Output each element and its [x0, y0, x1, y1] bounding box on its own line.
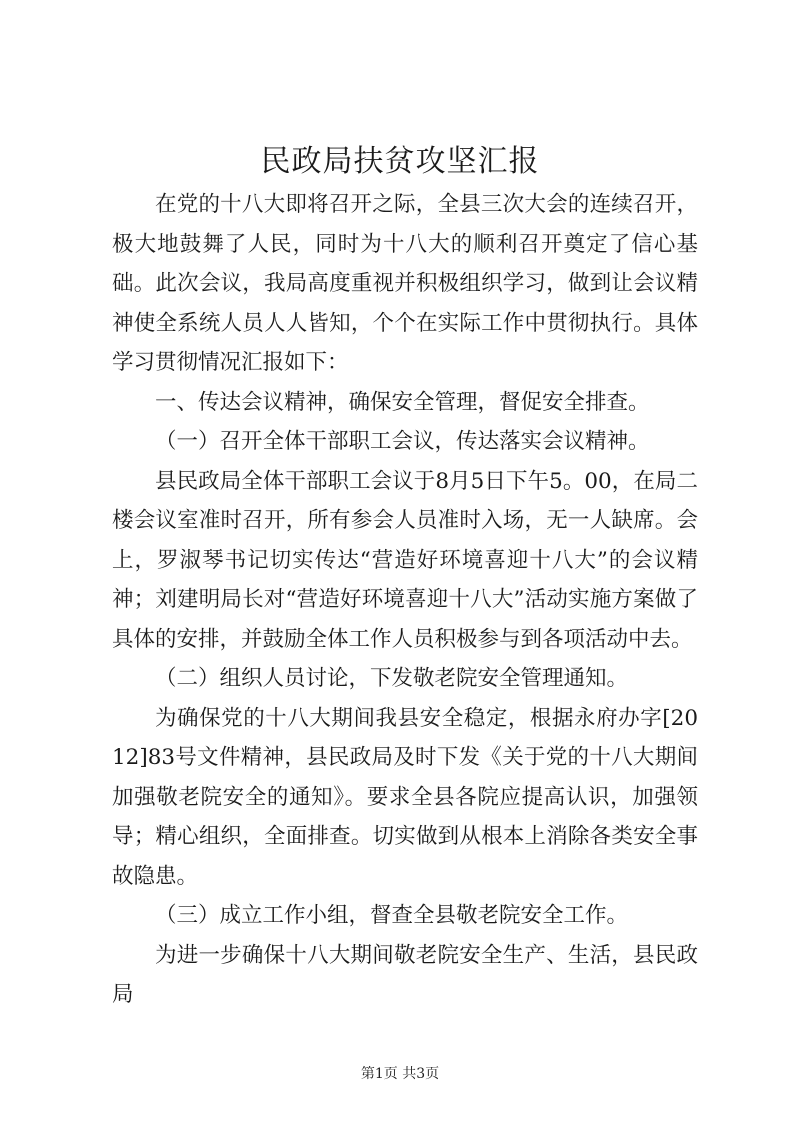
page-footer: 第1页 共3页	[360, 1066, 440, 1082]
document-body	[112, 185, 698, 1015]
paragraph-notice: 为确保党的十八大期间我县安全稳定，根据永府办字[2012]83号文件精神，县民政局及时下发《关于党的十八大期间加强敬老院安全的通知》。要求全县各院应提高认识，加强领导；精心组织，全面排查。切实做到从根本上消除各类安全事故隐患。	[112, 705, 698, 889]
heading-subsection-2: （二）组织人员讨论，下发敬老院安全管理通知。	[155, 666, 629, 691]
paragraph-working-group: 为进一步确保十八大期间敬老院安全生产、生活，县民政局	[112, 942, 698, 1007]
heading-section-1: 一、传达会议精神，确保安全管理，督促安全排查。	[155, 389, 650, 415]
paragraph-meeting: 县民政局全体干部职工会议于8月5日下午5。00，在局二楼会议室准时召开，所有参会人员准时入场，无一人缺席。会上，罗淑琴书记切实传达“营造好环境喜迎十八大”的会议精神；刘建明局长对“营造好环境喜迎十八大”活动实施方案做了具体的安排，并鼓励全体工作人员积极参与到各项活动中去。	[112, 468, 698, 652]
heading-subsection-1: （一）召开全体干部职工会议，传达落实会议精神。	[155, 429, 650, 454]
paragraph-intro: 在党的十八大即将召开之际，全县三次大会的连续召开，极大地鼓舞了人民，同时为十八大的顺利召开奠定了信心基础。此次会议，我局高度重视并积极组织学习，做到让会议精神使全系统人员人人皆知，个个在实际工作中贯彻执行。具体学习贯彻情况汇报如下：	[112, 192, 698, 375]
document-title: 民政局扶贫攻坚汇报	[260, 144, 540, 179]
heading-subsection-3: （三）成立工作小组，督查全县敬老院安全工作。	[155, 903, 629, 928]
